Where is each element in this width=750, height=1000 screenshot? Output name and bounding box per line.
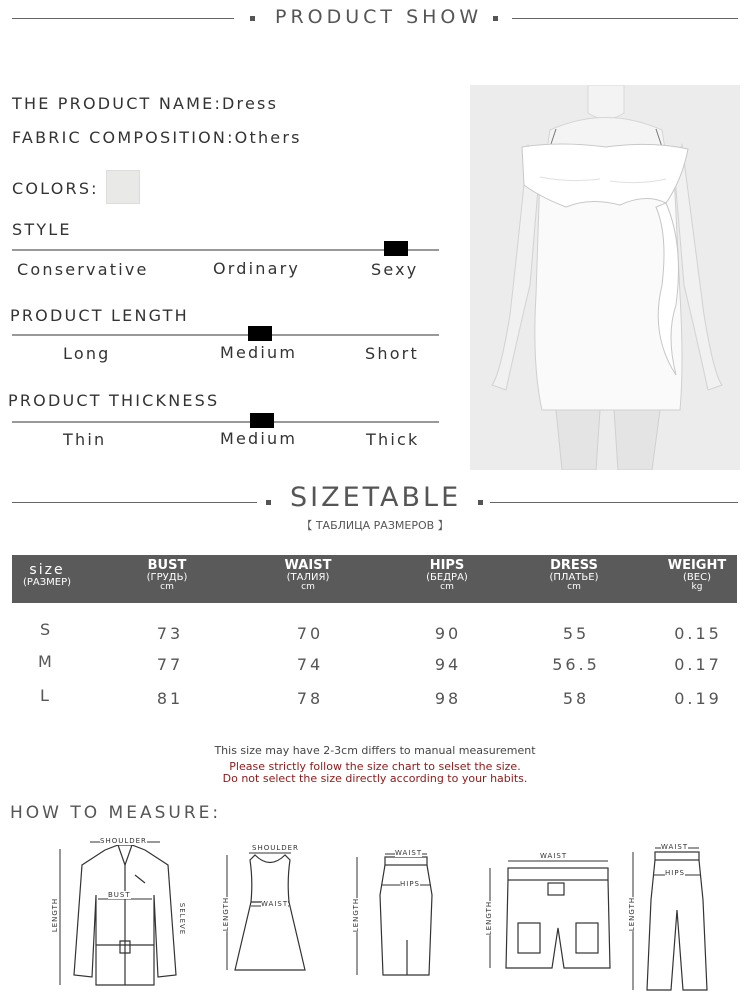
cell-bust: 77	[156, 655, 184, 674]
col-waist-title: WAIST	[284, 558, 332, 573]
sizetable-title: SIZETABLE	[290, 482, 462, 513]
dress-shoulder-label: SHOULDER	[252, 844, 299, 852]
dress-length-label: LENGTH	[222, 896, 231, 932]
colors-label: COLORS:	[12, 179, 99, 198]
length-marker	[248, 326, 272, 341]
header-dot-right	[493, 16, 498, 21]
col-weight-sub: (ВЕС)	[683, 571, 711, 583]
thickness-marker	[250, 413, 274, 428]
col-bust	[127, 555, 207, 607]
cell-waist: 78	[296, 689, 324, 708]
cell-weight: 0.19	[674, 689, 722, 708]
col-hips-title: HIPS	[429, 558, 465, 573]
cell-weight: 0.15	[674, 624, 722, 643]
fabric-composition: FABRIC COMPOSITION:Others	[12, 128, 302, 147]
thickness-option-medium: Medium	[220, 429, 298, 448]
col-dress-sub: (ПЛАТЬЕ)	[549, 571, 599, 583]
col-weight-title: WEIGHT	[667, 558, 727, 573]
col-waist-sub: (ТАЛИЯ)	[286, 571, 330, 583]
how-to-measure-title: HOW TO MEASURE:	[10, 803, 222, 823]
sizetable-dot-right	[478, 500, 483, 505]
cell-size: L	[40, 686, 52, 705]
cell-dress: 55	[562, 624, 590, 643]
color-swatch[interactable]	[106, 170, 140, 204]
header-rule-left	[12, 18, 234, 19]
measurement-note: This size may have 2-3cm differs to manual measurement	[214, 744, 536, 757]
sizetable-rule-left	[12, 502, 257, 503]
col-dress-unit: cm	[567, 582, 581, 593]
length-option-long: Long	[63, 344, 111, 363]
shorts-measure-figure	[478, 848, 618, 978]
warning-line-2: Do not select the size directly according to your habits.	[222, 772, 528, 785]
col-hips-unit: cm	[440, 582, 454, 593]
size-table-header	[12, 555, 737, 603]
pants-hips-label: HIPS	[665, 869, 685, 877]
pants-icon	[625, 840, 735, 995]
col-dress-title: DRESS	[550, 558, 598, 573]
header-rule-right	[512, 18, 738, 19]
col-bust-sub: (ГРУДЬ)	[146, 571, 188, 583]
length-scale-line	[12, 334, 439, 336]
style-option-conservative: Conservative	[17, 260, 149, 279]
col-bust-unit: cm	[160, 582, 174, 593]
length-option-short: Short	[365, 344, 419, 363]
skirt-length-label: LENGTH	[352, 897, 361, 933]
header-title: PRODUCT SHOW	[275, 6, 483, 28]
col-size	[12, 555, 82, 611]
sizetable-dot-left	[266, 500, 271, 505]
cell-bust: 81	[156, 689, 184, 708]
cell-hips: 98	[434, 689, 462, 708]
dress-waist-label: WAIST	[261, 900, 289, 908]
jacket-shoulder-label: SHOULDER	[100, 837, 147, 845]
cell-hips: 90	[434, 624, 462, 643]
thickness-scale-line	[12, 421, 439, 423]
col-waist-unit: cm	[301, 582, 315, 593]
style-title: STYLE	[12, 220, 72, 239]
col-size-sub: (РАЗМЕР)	[22, 576, 72, 588]
jacket-measure-figure	[50, 835, 200, 995]
skirt-waist-label: WAIST	[395, 849, 423, 857]
header-dot-left	[250, 16, 255, 21]
thickness-option-thick: Thick	[366, 430, 420, 449]
cell-waist: 74	[296, 655, 324, 674]
col-weight	[657, 555, 737, 607]
col-dress	[534, 555, 614, 607]
cell-waist: 70	[296, 624, 324, 643]
style-option-ordinary: Ordinary	[213, 259, 301, 278]
shorts-waist-label: WAIST	[540, 852, 568, 860]
shorts-length-label: LENGTH	[485, 900, 494, 936]
warning-line-1: Please strictly follow the size chart to selset the size.	[229, 760, 521, 773]
style-option-sexy: Sexy	[371, 260, 419, 279]
style-marker	[384, 241, 408, 256]
cell-bust: 73	[156, 624, 184, 643]
skirt-measure-figure	[345, 845, 445, 995]
jacket-bust-label: BUST	[108, 891, 131, 899]
cell-dress: 58	[562, 689, 590, 708]
sizetable-subtitle: 【 ТАБЛИЦА РАЗМЕРОВ 】	[301, 519, 449, 532]
col-weight-unit: kg	[691, 582, 703, 593]
dress-illustration	[470, 85, 740, 470]
col-hips	[407, 555, 487, 607]
style-scale-line	[12, 249, 439, 251]
thickness-option-thin: Thin	[63, 430, 107, 449]
pants-measure-figure	[625, 840, 735, 995]
jacket-seleve-label: SELEVE	[178, 902, 187, 936]
length-title: PRODUCT LENGTH	[10, 306, 189, 325]
shorts-icon	[478, 848, 618, 978]
col-waist	[268, 555, 348, 607]
product-name: THE PRODUCT NAME:Dress	[12, 94, 279, 113]
pants-length-label: LENGTH	[628, 896, 637, 932]
dress-measure-figure	[215, 840, 315, 990]
col-size-title: size	[29, 562, 65, 578]
length-option-medium: Medium	[220, 343, 298, 362]
pants-waist-label: WAIST	[661, 843, 689, 851]
sizetable-rule-right	[490, 502, 738, 503]
jacket-length-label: LENGTH	[51, 897, 60, 933]
skirt-hips-label: HIPS	[400, 880, 420, 888]
cell-size: M	[38, 652, 55, 671]
cell-size: S	[40, 620, 54, 639]
col-bust-title: BUST	[147, 558, 187, 573]
cell-weight: 0.17	[674, 655, 722, 674]
cell-hips: 94	[434, 655, 462, 674]
cell-dress: 56.5	[552, 655, 600, 674]
thickness-title: PRODUCT THICKNESS	[8, 391, 220, 410]
col-hips-sub: (БЕДРА)	[426, 571, 468, 583]
product-photo	[470, 85, 740, 470]
